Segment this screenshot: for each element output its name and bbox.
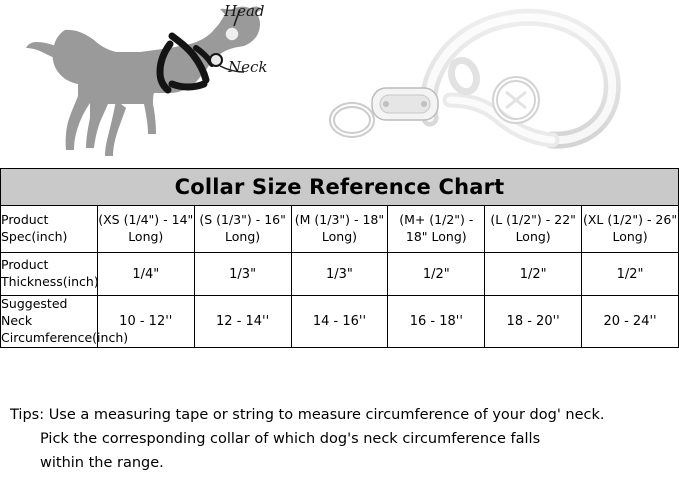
chart-title: Collar Size Reference Chart	[1, 169, 679, 206]
thickness-m: 1/3"	[291, 253, 388, 296]
thickness-s: 1/3"	[194, 253, 291, 296]
tips-line-1: Tips: Use a measuring tape or string to measure circumference of your dog' neck.	[10, 407, 605, 423]
row-label-spec: Product Spec(inch)	[1, 206, 98, 253]
spec-col-xs: (XS (1/4") - 14" Long)	[97, 206, 194, 253]
table-title-row	[1, 169, 679, 206]
illustration-area	[0, 0, 679, 168]
neck-m: 14 - 16''	[291, 296, 388, 348]
thickness-mplus: 1/2"	[388, 253, 485, 296]
neck-xl: 20 - 24''	[582, 296, 679, 348]
collar-size-table	[0, 168, 679, 348]
neck-mplus: 16 - 18''	[388, 296, 485, 348]
label-neck: Neck	[228, 58, 268, 76]
label-head: Head	[224, 2, 265, 20]
thickness-xl: 1/2"	[582, 253, 679, 296]
dog-illustration-icon	[20, 0, 320, 168]
spec-col-m: (M (1/3") - 18" Long)	[291, 206, 388, 253]
thickness-l: 1/2"	[485, 253, 582, 296]
row-label-thickness: Product Thickness(inch)	[1, 253, 98, 296]
size-chart-section	[0, 168, 679, 348]
table-row-thickness	[1, 253, 679, 296]
table-row-spec	[1, 206, 679, 253]
spec-col-s: (S (1/3") - 16" Long)	[194, 206, 291, 253]
collar-product-icon	[320, 0, 670, 168]
spec-col-l: (L (1/2") - 22" Long)	[485, 206, 582, 253]
tips-line-2: Pick the corresponding collar of which dog's neck circumference falls	[40, 430, 541, 447]
tips-line-3: within the range.	[40, 454, 164, 471]
thickness-xs: 1/4"	[97, 253, 194, 296]
neck-l: 18 - 20''	[485, 296, 582, 348]
neck-s: 12 - 14''	[194, 296, 291, 348]
tips-section	[0, 390, 679, 476]
spec-col-mplus: (M+ (1/2") - 18" Long)	[388, 206, 485, 253]
spec-col-xl: (XL (1/2") - 26" Long)	[582, 206, 679, 253]
neck-xs: 10 - 12''	[97, 296, 194, 348]
table-row-neck	[1, 296, 679, 348]
row-label-neck: Suggested Neck Circumference(inch)	[1, 296, 98, 348]
